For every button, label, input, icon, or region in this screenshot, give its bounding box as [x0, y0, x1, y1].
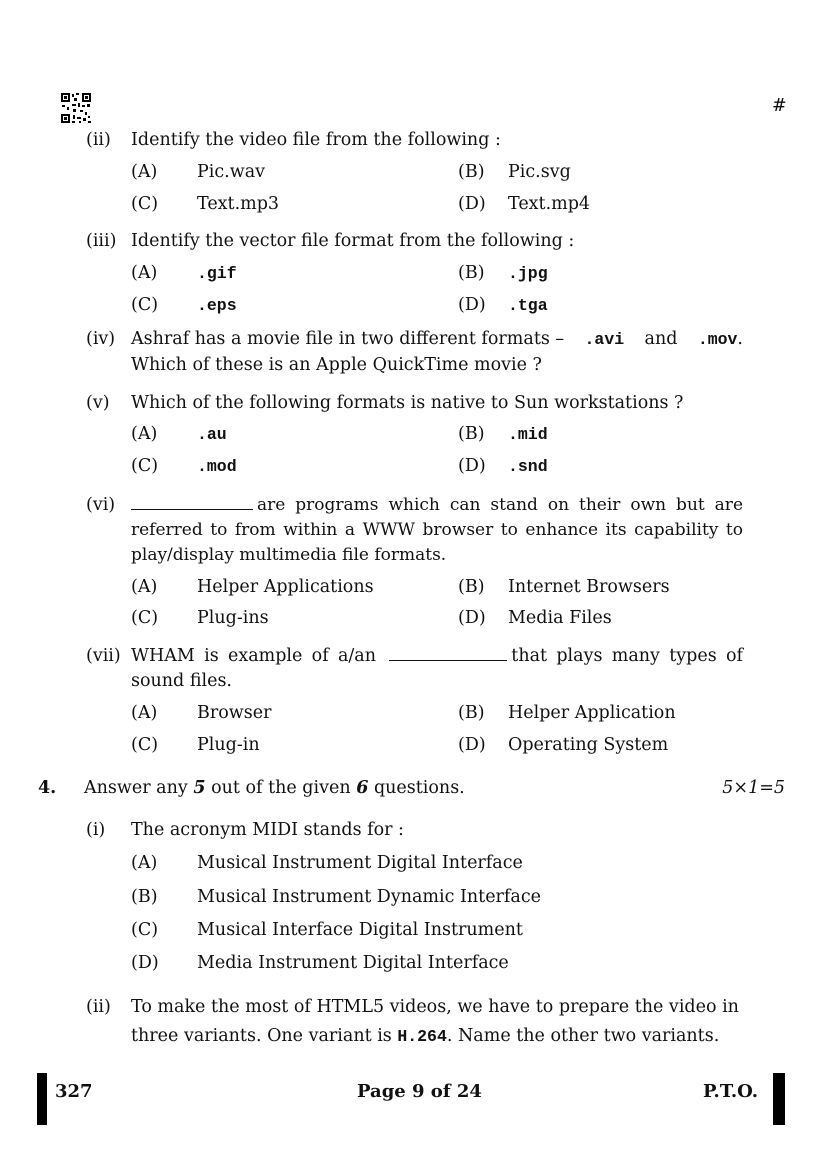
q3-iv-and: and [644, 329, 678, 349]
option-text: .jpg [508, 264, 548, 283]
q4-instr-b: out of the given [211, 778, 351, 798]
footer-left-bar [37, 1073, 47, 1125]
option-text: Helper Application [508, 703, 676, 723]
option-text: Plug-in [197, 735, 260, 755]
q3-vii-text-b: that plays many types of sound files. [131, 646, 743, 691]
answer-blank [389, 646, 507, 661]
q3-iii-question: Identify the vector file format from the following : [131, 231, 575, 251]
option-label: (D) [458, 295, 486, 315]
option-text: Plug-ins [197, 608, 269, 628]
q4-ii-line1: To make the most of HTML5 videos, we have to prepare the video in [131, 997, 739, 1017]
q3-vi-question [131, 493, 743, 568]
option-label: (D) [131, 953, 159, 973]
option-text: .eps [197, 296, 237, 315]
option-label: (B) [458, 263, 485, 283]
page-hash: # [772, 96, 787, 116]
option-label: (C) [131, 735, 159, 755]
q3-iv-code-avi: .avi [584, 330, 625, 349]
q4-ii-number: (ii) [86, 997, 111, 1017]
footer-right-bar [773, 1073, 785, 1125]
option-text: .snd [508, 457, 548, 476]
q3-vii-text-a: WHAM is example of a/an [131, 646, 376, 666]
q4-ii-line2 [131, 1024, 719, 1049]
option-label: (B) [458, 703, 485, 723]
option-label: (D) [458, 194, 486, 214]
option-label: (C) [131, 456, 159, 476]
q4-i-number: (i) [86, 820, 106, 840]
q4-count-five: 5 [193, 778, 206, 798]
q4-instr-c: questions. [373, 778, 465, 798]
option-text: Internet Browsers [508, 577, 670, 597]
option-text: Media Files [508, 608, 612, 628]
q3-ii-number: (ii) [86, 130, 111, 150]
q3-v-question: Which of the following formats is native to Sun workstations ? [131, 393, 684, 413]
q3-iii-number: (iii) [86, 231, 117, 251]
option-text: .gif [197, 264, 237, 283]
footer-paper-code: 327 [55, 1081, 93, 1102]
option-label: (C) [131, 295, 159, 315]
q3-iv-line1 [131, 327, 743, 352]
option-label: (A) [131, 424, 158, 444]
option-label: (D) [458, 456, 486, 476]
option-text: Helper Applications [197, 577, 374, 597]
q3-vii-number: (vii) [86, 646, 121, 666]
option-label: (A) [131, 703, 158, 723]
q4-i-question: The acronym MIDI stands for : [131, 820, 404, 840]
q3-iv-dot: . [737, 329, 743, 349]
option-text: Text.mp4 [508, 194, 591, 214]
option-text: .tga [508, 296, 548, 315]
option-text: Text.mp3 [197, 194, 280, 214]
q4-instr-a: Answer any [84, 778, 188, 798]
option-label: (B) [458, 424, 485, 444]
q3-ii-question: Identify the video file from the following : [131, 130, 501, 150]
q4-instruction [84, 776, 465, 801]
option-label: (D) [458, 608, 486, 628]
option-text: Musical Instrument Digital Interface [197, 853, 523, 873]
q3-vii-question [131, 644, 743, 694]
option-text: Musical Instrument Dynamic Interface [197, 887, 541, 907]
option-text: Musical Interface Digital Instrument [197, 920, 523, 940]
option-text: .au [197, 425, 227, 444]
q3-iv-line2: Which of these is an Apple QuickTime movie ? [131, 355, 542, 375]
option-label: (C) [131, 194, 159, 214]
option-text: Operating System [508, 735, 669, 755]
option-label: (A) [131, 853, 158, 873]
q3-iv-text: Ashraf has a movie file in two different formats – [131, 329, 565, 349]
q4-ii-line2-a: three variants. One variant is [131, 1026, 392, 1046]
option-text: Pic.wav [197, 162, 266, 182]
option-label: (B) [131, 887, 158, 907]
q4-marks: 5×1=5 [722, 778, 785, 798]
q3-vi-number: (vi) [86, 495, 116, 515]
q3-iv-number: (iv) [86, 329, 116, 349]
q4-ii-code: H.264 [397, 1027, 447, 1046]
footer-pto: P.T.O. [703, 1081, 759, 1102]
option-text: Media Instrument Digital Interface [197, 953, 509, 973]
option-label: (A) [131, 263, 158, 283]
option-text: .mod [197, 457, 237, 476]
option-label: (C) [131, 608, 159, 628]
q3-vi-text: are programs which can stand on their own but are referred to from within a WWW browser to enhance its capability to play/display multimedia file formats. [131, 495, 743, 565]
qr-code [60, 92, 92, 124]
q4-ii-line2-b: . Name the other two variants. [446, 1026, 720, 1046]
option-text: Browser [197, 703, 272, 723]
option-text: Pic.svg [508, 162, 571, 182]
q4-count-six: 6 [356, 778, 369, 798]
footer-page-number: Page 9 of 24 [357, 1081, 482, 1102]
option-label: (D) [458, 735, 486, 755]
q3-iv-code-mov: .mov [697, 330, 738, 349]
q4-number: 4. [38, 778, 57, 798]
q3-v-number: (v) [86, 393, 110, 413]
option-label: (A) [131, 577, 158, 597]
answer-blank [131, 495, 253, 510]
option-text: .mid [508, 425, 548, 444]
option-label: (A) [131, 162, 158, 182]
option-label: (B) [458, 577, 485, 597]
option-label: (B) [458, 162, 485, 182]
option-label: (C) [131, 920, 159, 940]
